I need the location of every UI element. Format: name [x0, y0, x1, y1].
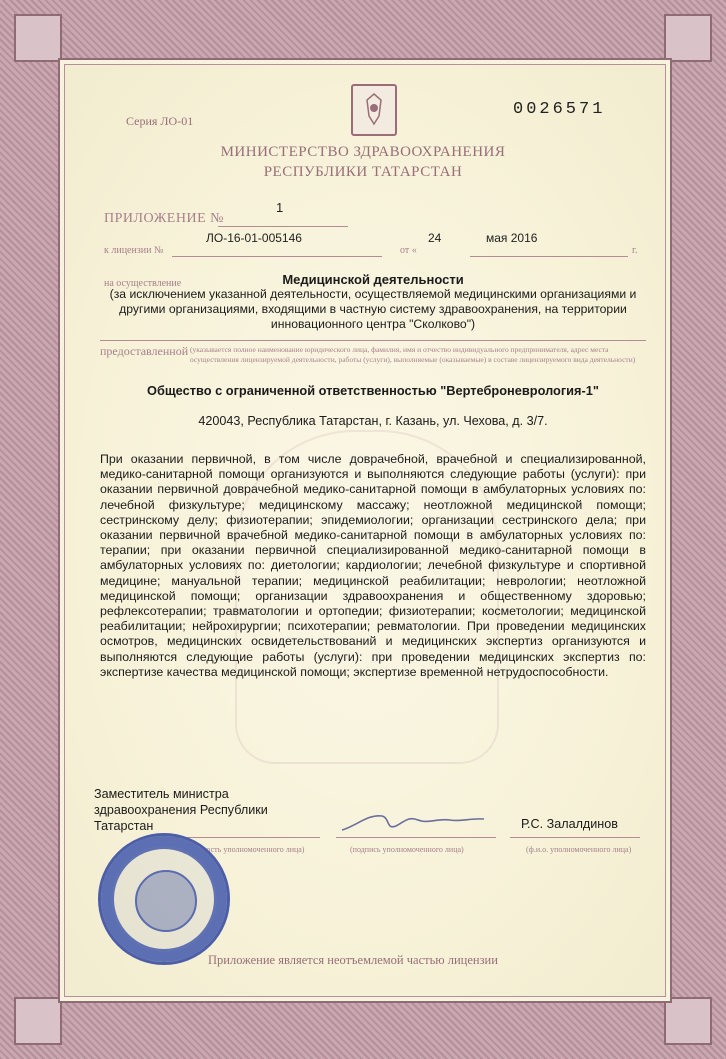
organization-name: Общество с ограниченной ответственностью "Вертеброневрология-1" [147, 383, 599, 398]
signer-position-line3: Татарстан [94, 819, 154, 833]
date-day: 24 [428, 231, 442, 245]
year-suffix: г. [632, 245, 638, 256]
provided-hint: (указывается полное наименование юридического лица, фамилия, имя и отчество индивидуального предпринимателя, адрес места осуществления лицензируемой деятельности, работы (услуги), выполняемые (оказываемые) в составе лицензируемого вида деятельности) [190, 345, 636, 364]
name-hint: (ф.и.о. уполномоченного лица) [526, 845, 632, 854]
document-number: 0026571 [513, 100, 606, 119]
emblem-icon [351, 84, 397, 136]
provided-label: предоставленной [100, 344, 189, 358]
activity-subtitle: (за исключением указанной деятельности, осуществляемой медицинскими организациями и другими организациями, входящими в частную систему здравоохранения, на территории инновационного центра "Сколково") [109, 287, 637, 331]
ministry-name-line2: РЕСПУБЛИКИ ТАТАРСТАН [263, 164, 463, 180]
seal-emblem-icon [135, 870, 197, 932]
position-hint: (должность уполномоченного лица) [182, 845, 305, 854]
footer-note: Приложение является неотъемлемой частью лицензии [208, 953, 498, 967]
activity-title: Медицинской деятельности [282, 272, 464, 287]
frame-corner-ornament [664, 997, 712, 1045]
license-label: к лицензии № [104, 245, 164, 256]
sign-hint: (подпись уполномоченного лица) [350, 845, 464, 854]
services-text: При оказании первичной, в том числе доврачебной, врачебной и специализированной, медико-санитарной помощи организуются и выполняются следующие работы (услуги): при оказании первичной доврачебной медико-санитарной помощи в амбулаторных условиях по: лечебной физкультуре; медицинскому массажу; неотложной медицинской помощи; сестринскому делу; физиотерапии; эпидемиологии; организации сестринского дела; при оказании первичной врачебной медико-санитарной помощи в амбулаторных условиях по: терапии; при оказании первичной специализированной медико-санитарной помощи в амбулаторных условиях по: диетологии; кардиологии; лечебной физкультуре и спортивной медицине; мануальной терапии; медицинской реабилитации; неврологии; неотложной медицинской помощи; организации здравоохранения и общественному здоровью; рефлексотерапии; травматологии и ортопедии; физиотерапии; косметологии; медицинской реабилитации; нейрохирургии; психотерапии; ревматологии. При проведении медицинских осмотров, медицинских освидетельствований и медицинских экспертиз организуются и выполняются следующие работы (услуги): при проведении медицинских экспертиз по: экспертизе качества медицинской помощи; экспертизе временной нетрудоспособности. [100, 452, 646, 679]
signer-position-line2: здравоохранения Республики [94, 803, 268, 817]
activity-label: на осуществление [104, 278, 182, 289]
frame-corner-ornament [14, 14, 62, 62]
official-seal-stamp [98, 833, 230, 965]
frame-corner-ornament [664, 14, 712, 62]
appendix-label: ПРИЛОЖЕНИЕ № [104, 211, 224, 226]
frame-corner-ornament [14, 997, 62, 1045]
signer-name: Р.С. Залалдинов [521, 817, 618, 831]
date-from-label: от « [400, 245, 417, 256]
series-label: Серия ЛО-01 [126, 114, 194, 128]
license-number: ЛО-16-01-005146 [206, 231, 302, 245]
ministry-name-line1: МИНИСТЕРСТВО ЗДРАВООХРАНЕНИЯ [220, 144, 506, 160]
signer-position-line1: Заместитель министра [94, 787, 229, 801]
appendix-number: 1 [276, 200, 284, 215]
handwritten-signature [338, 806, 488, 841]
organization-address: 420043, Республика Татарстан, г. Казань, ул. Чехова, д. 3/7. [198, 414, 548, 428]
date-month-year: мая 2016 [486, 231, 538, 245]
